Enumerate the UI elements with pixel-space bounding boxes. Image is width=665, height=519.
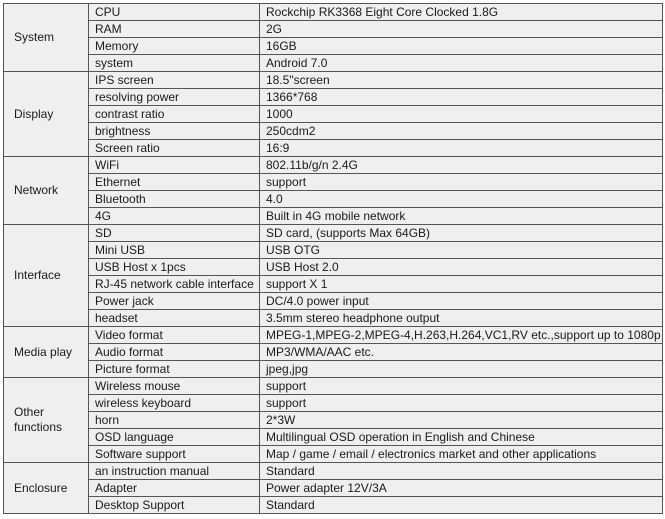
table-row xyxy=(4,123,663,140)
param-name: Picture format xyxy=(89,361,260,378)
param-value: USB OTG xyxy=(260,242,663,259)
spec-table xyxy=(3,3,663,514)
param-name: Audio format xyxy=(89,344,260,361)
table-row xyxy=(4,497,663,514)
param-value: 3.5mm stereo headphone output xyxy=(260,310,663,327)
param-name: Software support xyxy=(89,446,260,463)
param-value: DC/4.0 power input xyxy=(260,293,663,310)
param-value: MP3/WMA/AAC etc. xyxy=(260,344,663,361)
param-name: OSD language xyxy=(89,429,260,446)
table-row xyxy=(4,106,663,123)
param-name: contrast ratio xyxy=(89,106,260,123)
param-value: USB Host 2.0 xyxy=(260,259,663,276)
param-value: 802.11b/g/n 2.4G xyxy=(260,157,663,174)
param-value: Standard xyxy=(260,463,663,480)
param-name: wireless keyboard xyxy=(89,395,260,412)
param-value: 250cdm2 xyxy=(260,123,663,140)
param-name: Bluetooth xyxy=(89,191,260,208)
param-value: 2*3W xyxy=(260,412,663,429)
param-name: 4G xyxy=(89,208,260,225)
param-name: WiFi xyxy=(89,157,260,174)
table-row xyxy=(4,174,663,191)
param-value: support xyxy=(260,378,663,395)
param-name: Memory xyxy=(89,38,260,55)
param-value: Rockchip RK3368 Eight Core Clocked 1.8G xyxy=(260,4,663,21)
table-row xyxy=(4,259,663,276)
param-value: Built in 4G mobile network xyxy=(260,208,663,225)
param-name: Ethernet xyxy=(89,174,260,191)
param-value: Android 7.0 xyxy=(260,55,663,72)
table-row xyxy=(4,21,663,38)
param-value: 16:9 xyxy=(260,140,663,157)
table-row xyxy=(4,225,663,242)
table-row xyxy=(4,395,663,412)
param-value: support xyxy=(260,395,663,412)
table-row xyxy=(4,208,663,225)
group-label: Display xyxy=(4,72,89,157)
param-name: Power jack xyxy=(89,293,260,310)
param-name: Adapter xyxy=(89,480,260,497)
param-value: 1366*768 xyxy=(260,89,663,106)
param-value: SD card, (supports Max 64GB) xyxy=(260,225,663,242)
param-value: 4.0 xyxy=(260,191,663,208)
table-row xyxy=(4,55,663,72)
table-row xyxy=(4,140,663,157)
param-name: Desktop Support xyxy=(89,497,260,514)
param-name: SD xyxy=(89,225,260,242)
group-label: Enclosure xyxy=(4,463,89,514)
param-value: Power adapter 12V/3A xyxy=(260,480,663,497)
table-row xyxy=(4,378,663,395)
param-value: Multilingual OSD operation in English and Chinese xyxy=(260,429,663,446)
table-row xyxy=(4,446,663,463)
param-value: 18.5"screen xyxy=(260,72,663,89)
param-name: resolving power xyxy=(89,89,260,106)
table-row xyxy=(4,72,663,89)
group-label: System xyxy=(4,4,89,72)
table-row xyxy=(4,327,663,344)
param-value: Standard xyxy=(260,497,663,514)
param-name: system xyxy=(89,55,260,72)
param-name: RJ-45 network cable interface xyxy=(89,276,260,293)
table-row xyxy=(4,293,663,310)
table-row xyxy=(4,38,663,55)
param-name: CPU xyxy=(89,4,260,21)
param-name: Mini USB xyxy=(89,242,260,259)
param-value: support X 1 xyxy=(260,276,663,293)
param-value: 2G xyxy=(260,21,663,38)
group-label: Interface xyxy=(4,225,89,327)
param-value: 16GB xyxy=(260,38,663,55)
group-label: Media play xyxy=(4,327,89,378)
param-name: an instruction manual xyxy=(89,463,260,480)
param-name: Video format xyxy=(89,327,260,344)
table-row xyxy=(4,89,663,106)
group-label: Network xyxy=(4,157,89,225)
param-name: USB Host x 1pcs xyxy=(89,259,260,276)
group-label: Other functions xyxy=(4,378,89,463)
param-name: headset xyxy=(89,310,260,327)
table-row xyxy=(4,191,663,208)
table-row xyxy=(4,429,663,446)
table-row xyxy=(4,412,663,429)
table-row xyxy=(4,157,663,174)
param-name: brightness xyxy=(89,123,260,140)
table-row xyxy=(4,4,663,21)
table-row xyxy=(4,344,663,361)
param-name: Screen ratio xyxy=(89,140,260,157)
param-value: jpeg,jpg xyxy=(260,361,663,378)
table-row xyxy=(4,480,663,497)
param-name: RAM xyxy=(89,21,260,38)
param-value: MPEG-1,MPEG-2,MPEG-4,H.263,H.264,VC1,RV etc.,support up to 1080p xyxy=(260,327,663,344)
table-row xyxy=(4,463,663,480)
table-row xyxy=(4,361,663,378)
param-value: Map / game / email / electronics market and other applications xyxy=(260,446,663,463)
table-row xyxy=(4,310,663,327)
param-name: Wireless mouse xyxy=(89,378,260,395)
param-name: IPS screen xyxy=(89,72,260,89)
param-value: 1000 xyxy=(260,106,663,123)
param-value: support xyxy=(260,174,663,191)
table-row xyxy=(4,276,663,293)
table-row xyxy=(4,242,663,259)
spec-table-body xyxy=(4,4,663,514)
param-name: horn xyxy=(89,412,260,429)
